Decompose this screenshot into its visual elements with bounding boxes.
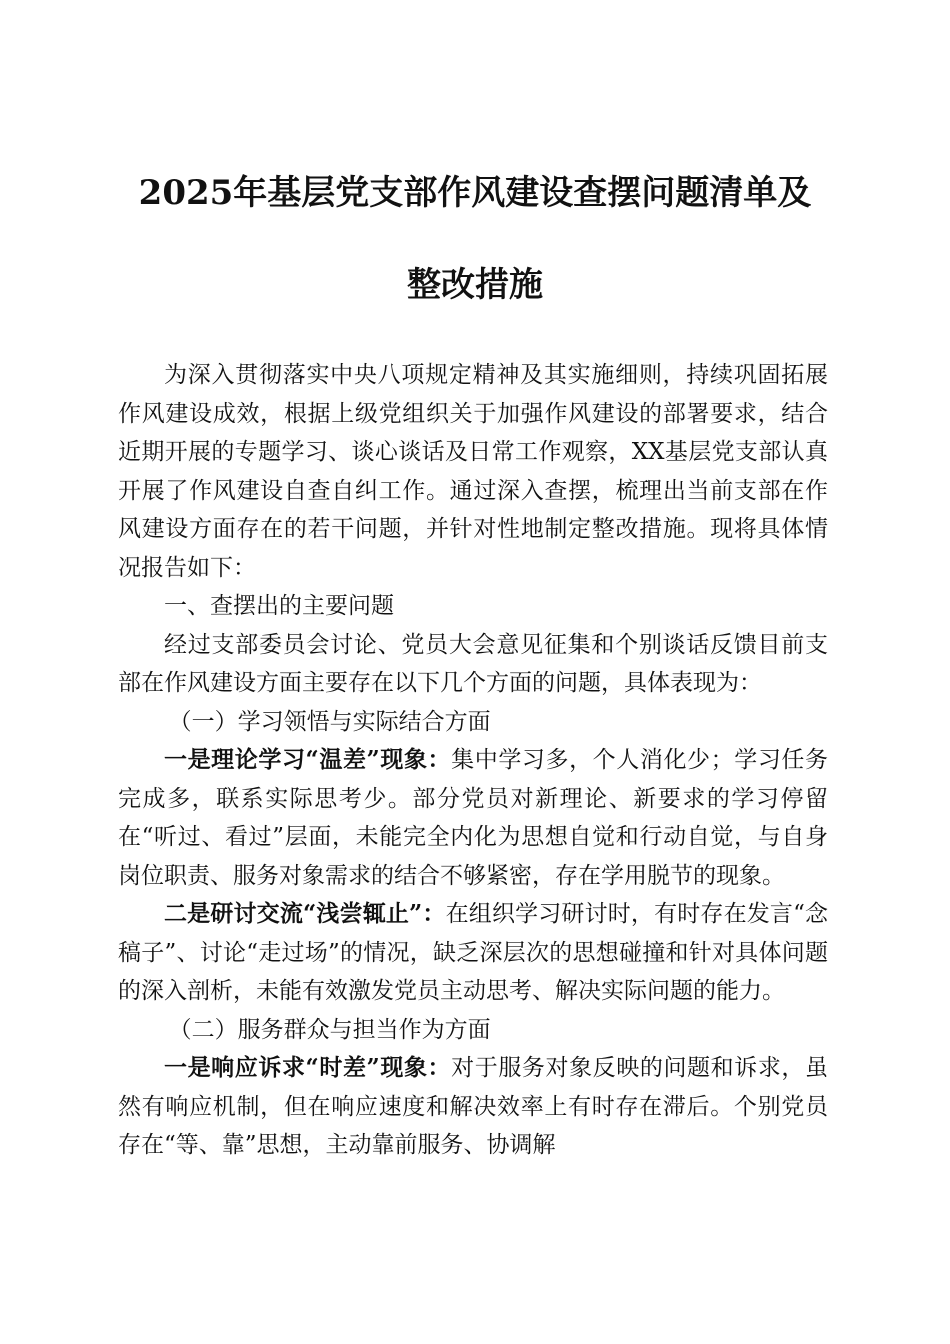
section-heading-problems: 一、查摆出的主要问题 bbox=[164, 593, 394, 619]
document-body bbox=[118, 356, 828, 1165]
document-title bbox=[118, 147, 832, 331]
intro-paragraph: 为深入贯彻落实中央八项规定精神及其实施细则，持续巩固拓展作风建设成效，根据上级党组织关于加强作风建设的部署要求，结合近期开展的专题学习、谈心谈话及日常工作观察，XX基层党支部认真开展了作风建设自查自纠工作。通过深入查摆，梳理出当前支部在作风建设方面存在的若干问题，并针对性地制定整改措施。现将具体情况报告如下： bbox=[118, 362, 828, 581]
service-item-1-text: 对于服务对象反映的问题和诉求，虽然有响应机制，但在响应速度和解决效率上有时存在滞后。个别党员存在“等、靠”思想，主动靠前服务、协调解 bbox=[118, 1055, 828, 1158]
subsection-heading-service: （二）服务群众与担当作为方面 bbox=[168, 1016, 491, 1043]
section-intro-paragraph: 经过支部委员会讨论、党员大会意见征集和个别谈话反馈目前支部在作风建设方面主要存在以下几个方面的问题，具体表现为： bbox=[118, 631, 828, 696]
study-item-1 bbox=[118, 741, 828, 895]
study-item-2-lead: 二是研讨交流“浅尝辄止”： bbox=[164, 900, 446, 927]
title-line-2: 整改措施 bbox=[407, 265, 543, 305]
title-line-1: 2025年基层党支部作风建设查摆问题清单及 bbox=[138, 173, 812, 213]
study-item-2-text: 在组织学习研讨时，有时存在发言“念稿子”、讨论“走过场”的情况，缺乏深层次的思想碰撞和针对具体问题的深入剖析，未能有效激发党员主动思考、解决实际问题的能力。 bbox=[118, 901, 828, 1004]
service-item-1-lead: 一是响应诉求“时差”现象： bbox=[164, 1054, 452, 1081]
service-item-1 bbox=[118, 1049, 828, 1165]
study-item-2 bbox=[118, 895, 828, 1011]
study-item-1-text: 集中学习多，个人消化少；学习任务完成多，联系实际思考少。部分党员对新理论、新要求的学习停留在“听过、看过”层面，未能完全内化为思想自觉和行动自觉，与自身岗位职责、服务对象需求的结合不够紧密，存在学用脱节的现象。 bbox=[118, 747, 828, 889]
subsection-heading-study: （一）学习领悟与实际结合方面 bbox=[168, 708, 491, 735]
study-item-1-lead: 一是理论学习“温差”现象： bbox=[164, 746, 452, 773]
